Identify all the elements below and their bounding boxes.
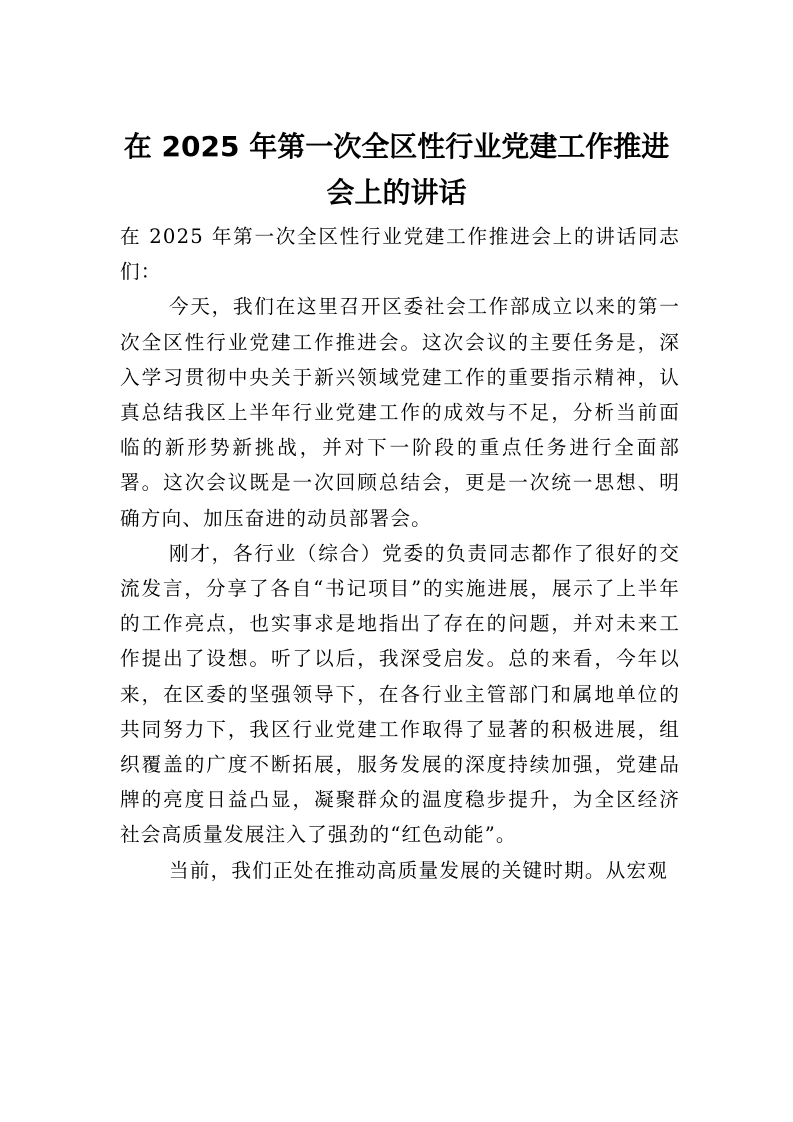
paragraph-1: 今天，我们在这里召开区委社会工作部成立以来的第一次全区性行业党建工作推进会。这次会议的主要任务是，深入学习贯彻中央关于新兴领域党建工作的重要指示精神，认真总结我区上半年行业党建工作的成效与不足，分析当前面临的新形势新挑战，并对下一阶段的重点任务进行全面部署。这次会议既是一次回顾总结会，更是一次统一思想、明确方向、加压奋进的动员部署会。 [120,295,680,530]
opening-line: 在 2025 年第一次全区性行业党建工作推进会上的讲话同志们： [120,225,680,284]
document-title-line-1: 在 2025 年第一次全区性行业党建工作推进 [123,130,670,163]
paragraph-2: 刚才，各行业（综合）党委的负责同志都作了很好的交流发言，分享了各自“书记项目”的实施进展，展示了上半年的工作亮点，也实事求是地指出了存在的问题，并对未来工作提出了设想。听了以后，我深受启发。总的来看，今年以来，在区委的坚强领导下，在各行业主管部门和属地单位的共同努力下，我区行业党建工作取得了显著的积极进展，组织覆盖的广度不断拓展，服务发展的深度持续加强，党建品牌的亮度日益凸显，凝聚群众的温度稳步提升，为全区经济社会高质量发展注入了强劲的“红色动能”。 [120,541,680,847]
paragraph-3: 当前，我们正处在推动高质量发展的关键时期。从宏观 [169,858,669,882]
document-body [120,219,680,888]
document-title-line-2: 会上的讲话 [326,176,467,209]
